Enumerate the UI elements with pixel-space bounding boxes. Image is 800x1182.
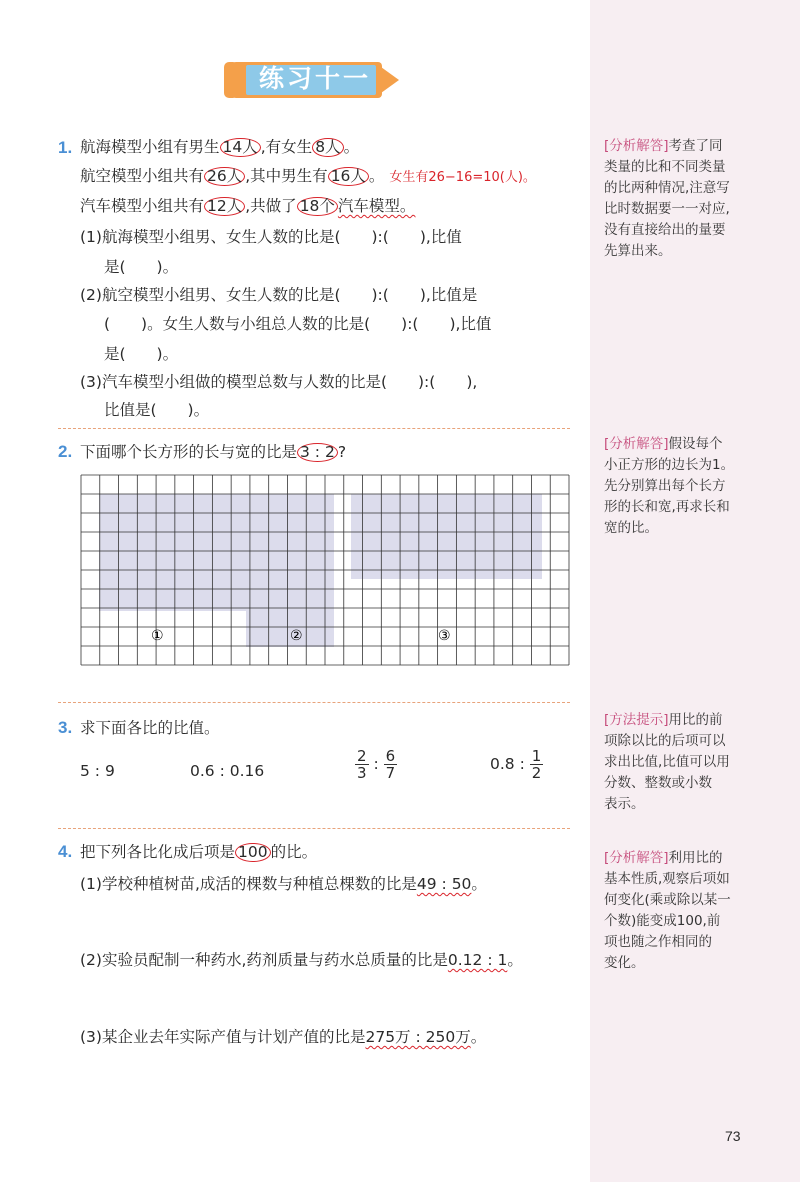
q1-sub-2c: 是( )。 xyxy=(104,345,179,363)
question-number: 2. xyxy=(58,442,73,461)
question-number: 3. xyxy=(58,718,73,737)
page-title: 练习十一 xyxy=(258,64,371,93)
q1-sub-3a: (3)汽车模型小组做的模型总数与人数的比是( ):( ), xyxy=(80,373,478,391)
analysis-note-2: [分析解答]假设每个 小正方形的边长为1。 先分别算出每个长方 形的长和宽,再求长和 宽的比。 xyxy=(604,436,735,536)
circled-value: 16人 xyxy=(328,167,369,186)
label-2: ② xyxy=(290,628,303,644)
q1-sub-1b: 是( )。 xyxy=(104,258,179,276)
section-divider xyxy=(58,828,570,829)
q1-line-3: 汽车模型小组共有 12人 ,共做了 18个 汽车模型。 xyxy=(80,197,416,215)
circled-value: 18个 xyxy=(297,197,338,216)
q2-text: 下面哪个长方形的长与宽的比是 3 : 2 ? xyxy=(80,443,347,461)
q1-line-1: 航海模型小组有男生 14人 ,有女生 8人 。 xyxy=(80,138,360,156)
circled-value: 26人 xyxy=(204,167,245,186)
q3-expr-4: 0.8 : $\frac{1}{2}$ xyxy=(490,747,542,782)
method-tip-note: [方法提示]用比的前 项除以比的后项可以 求出比值,比值可以用 分数、整数或小数 表示。 xyxy=(604,712,730,812)
analysis-note-4: [分析解答]利用比的 基本性质,观察后项如 何变化(乘或除以某一 个数)能变成100,前 项也随之作相同的 变化。 xyxy=(604,850,731,971)
q3-text: 求下面各比的比值。 xyxy=(80,719,220,737)
q1-line-2: 航空模型小组共有 26人 ,其中男生有 16人 。 女生有26−16=10(人)。 xyxy=(80,167,536,185)
q1-sub-1a: (1)航海模型小组男、女生人数的比是( ):( ),比值 xyxy=(80,228,462,246)
section-divider xyxy=(58,428,570,429)
q4-sub-2: (2)实验员配制一种药水,药剂质量与药水总质量的比是0.12 : 1。 xyxy=(80,951,523,969)
circled-value: 14人 xyxy=(220,138,261,157)
q1-sub-2b: ( )。女生人数与小组总人数的比是( ):( ),比值 xyxy=(104,315,492,333)
section-divider xyxy=(58,702,570,703)
q4-text: 把下列各比化成后项是 100 的比。 xyxy=(80,843,318,861)
rectangle-2 xyxy=(246,494,334,647)
circled-value: 8人 xyxy=(312,138,343,157)
question-number: 4. xyxy=(58,842,73,861)
label-1: ① xyxy=(151,628,164,644)
handwritten-note: 女生有26−16=10(人)。 xyxy=(389,170,536,185)
question-number: 1. xyxy=(58,138,73,157)
label-3: ③ xyxy=(438,628,451,644)
q4-sub-3: (3)某企业去年实际产值与计划产值的比是275万 : 250万。 xyxy=(80,1028,487,1046)
rectangle-1 xyxy=(99,494,252,611)
q3-expr-2: 0.6 : 0.16 xyxy=(190,762,265,780)
q1-sub-3b: 比值是( )。 xyxy=(104,401,210,419)
q4-sub-1: (1)学校种植树苗,成活的棵数与种植总棵数的比是49 : 50。 xyxy=(80,875,487,893)
rectangle-3 xyxy=(351,494,542,579)
circled-value: 12人 xyxy=(204,197,245,216)
rectangle-grid xyxy=(80,474,570,666)
circled-value: 3 : 2 xyxy=(297,443,338,462)
q3-expr-1: 5 : 9 xyxy=(80,762,115,780)
circled-value: 100 xyxy=(235,843,271,862)
q1-sub-2a: (2)航空模型小组男、女生人数的比是( ):( ),比值是 xyxy=(80,286,478,304)
page-number: 73 xyxy=(725,1128,741,1144)
q3-expr-3: $\frac{2}{3}$ : $\frac{6}{7}$ xyxy=(357,747,396,782)
analysis-note-1: [分析解答]考查了同 类量的比和不同类量 的比两种情况,注意写 比时数据要一一对应, 没有直接给出的量要 先算出来。 xyxy=(604,138,730,259)
